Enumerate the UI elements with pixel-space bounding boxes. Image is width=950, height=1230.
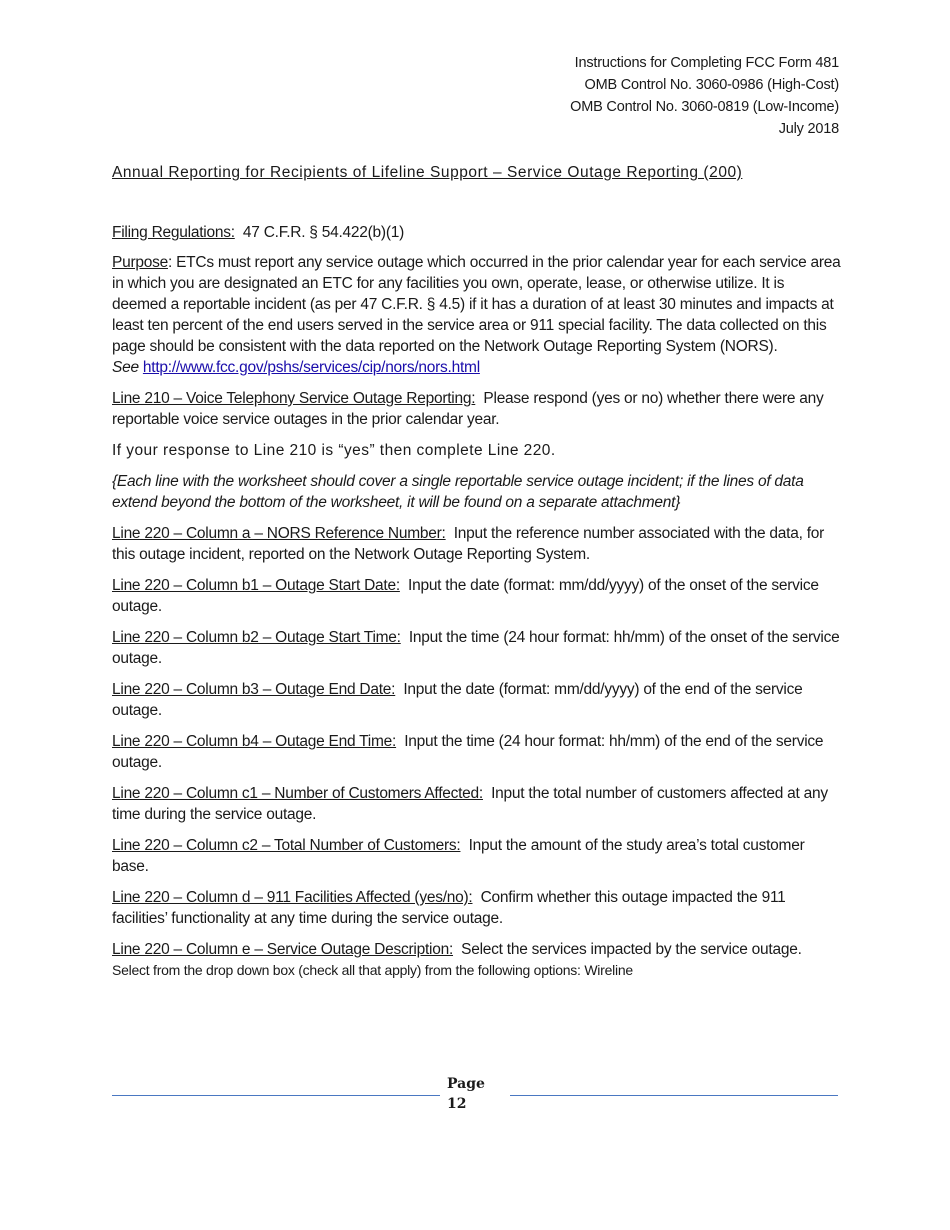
- line-220-item-e: [112, 939, 842, 981]
- line-220-item-label: Line 220 – Column c1 – Number of Customers Affected:: [112, 785, 483, 802]
- line-220-item: [112, 575, 842, 617]
- line-220-item-text: Input the date (format: mm/dd/yyyy) of the onset of the service outage.: [112, 577, 819, 615]
- document-header: [419, 52, 839, 140]
- line-220-item: [112, 887, 842, 929]
- line-220-item: [112, 783, 842, 825]
- line-220-item-text: Input the time (24 hour format: hh/mm) of the end of the service outage.: [112, 733, 824, 771]
- line-220-item-label: Line 220 – Column c2 – Total Number of Customers:: [112, 837, 461, 854]
- line-220-item-text: Input the reference number associated with the data, for this outage incident, reported on the Network Outage Reporting System.: [112, 525, 825, 563]
- line-220-item-label: Line 220 – Column b1 – Outage Start Date:: [112, 577, 400, 594]
- line-220-item-e-text: Select the services impacted by the service outage.: [461, 941, 802, 958]
- filing-regulations: [112, 222, 842, 243]
- document-body: [112, 162, 842, 991]
- section-title: Annual Reporting for Recipients of Lifeline Support – Service Outage Reporting (200): [112, 164, 743, 181]
- line-220-item-text: Input the total number of customers affected at any time during the service outage.: [112, 785, 828, 823]
- line-210-note: If your response to Line 210 is “yes” then complete Line 220.: [112, 442, 556, 459]
- line-210-label: Line 210 – Voice Telephony Service Outage Reporting:: [112, 390, 476, 407]
- header-omb-low-income: OMB Control No. 3060-0819 (Low-Income): [570, 99, 839, 115]
- purpose-paragraph: [112, 252, 842, 378]
- line-220-item-label: Line 220 – Column a – NORS Reference Number:: [112, 525, 446, 542]
- purpose-label: Purpose: [112, 254, 168, 271]
- nors-link[interactable]: http://www.fcc.gov/pshs/services/cip/nors/nors.html: [142, 359, 480, 376]
- line-220-item-e-tail: Select from the drop down box (check all that apply) from the following options: Wireline: [112, 962, 633, 978]
- line-220-items: [112, 523, 842, 929]
- page-number-block: [447, 1074, 507, 1114]
- worksheet-note: {Each line with the worksheet should cover a single reportable service outage incident; if the lines of data extend beyond the bottom of the worksheet, it will be found on a separate attachment}: [112, 473, 804, 511]
- header-date: July 2018: [778, 121, 839, 137]
- line-220-item-text: Input the amount of the study area’s total customer base.: [112, 837, 805, 875]
- line-220-item: [112, 679, 842, 721]
- line-220-item-label: Line 220 – Column b3 – Outage End Date:: [112, 681, 396, 698]
- line-220-item-label: Line 220 – Column b2 – Outage Start Time:: [112, 629, 401, 646]
- line-220-item-text: Input the date (format: mm/dd/yyyy) of the end of the service outage.: [112, 681, 803, 719]
- footer-rule-left: [112, 1095, 440, 1096]
- filing-regulations-label: Filing Regulations:: [112, 224, 235, 241]
- header-form-title: Instructions for Completing FCC Form 481: [574, 55, 839, 71]
- purpose-text: : ETCs must report any service outage which occurred in the prior calendar year for each service area in which you are designated an ETC for any facilities you own, operate, lease, or otherwise utilize. It is deemed a reportable incident (as per 47 C.F.R. § 4.5) if it has a duration of at least 30 minutes and impacts at least ten percent of the end users served in the service area or 911 special facility. The data collected on this page should be consistent with the data reported on the Network Outage Reporting System (NORS).: [112, 254, 841, 355]
- line-210-paragraph: [112, 388, 842, 430]
- header-omb-high-cost: OMB Control No. 3060-0986 (High-Cost): [584, 77, 839, 93]
- filing-regulations-text: 47 C.F.R. § 54.422(b)(1): [242, 224, 405, 241]
- page-label: Page: [447, 1076, 485, 1092]
- line-210-text: Please respond (yes or no) whether there were any reportable voice service outages in the prior calendar year.: [112, 390, 824, 428]
- footer-rule-right: [510, 1095, 838, 1096]
- page-footer: [112, 1074, 838, 1124]
- line-220-item-e-label: Line 220 – Column e – Service Outage Description:: [112, 941, 454, 958]
- line-220-item: [112, 731, 842, 773]
- line-220-item: [112, 627, 842, 669]
- line-220-item-label: Line 220 – Column d – 911 Facilities Affected (yes/no):: [112, 889, 473, 906]
- line-220-item: [112, 835, 842, 877]
- line-220-item-text: Input the time (24 hour format: hh/mm) of the onset of the service outage.: [112, 629, 840, 667]
- line-220-item: [112, 523, 842, 565]
- page-number: 12: [447, 1096, 467, 1112]
- line-220-item-text: Confirm whether this outage impacted the 911 facilities’ functionality at any time during the service outage.: [112, 889, 786, 927]
- see-label: See: [112, 359, 139, 376]
- line-220-item-label: Line 220 – Column b4 – Outage End Time:: [112, 733, 397, 750]
